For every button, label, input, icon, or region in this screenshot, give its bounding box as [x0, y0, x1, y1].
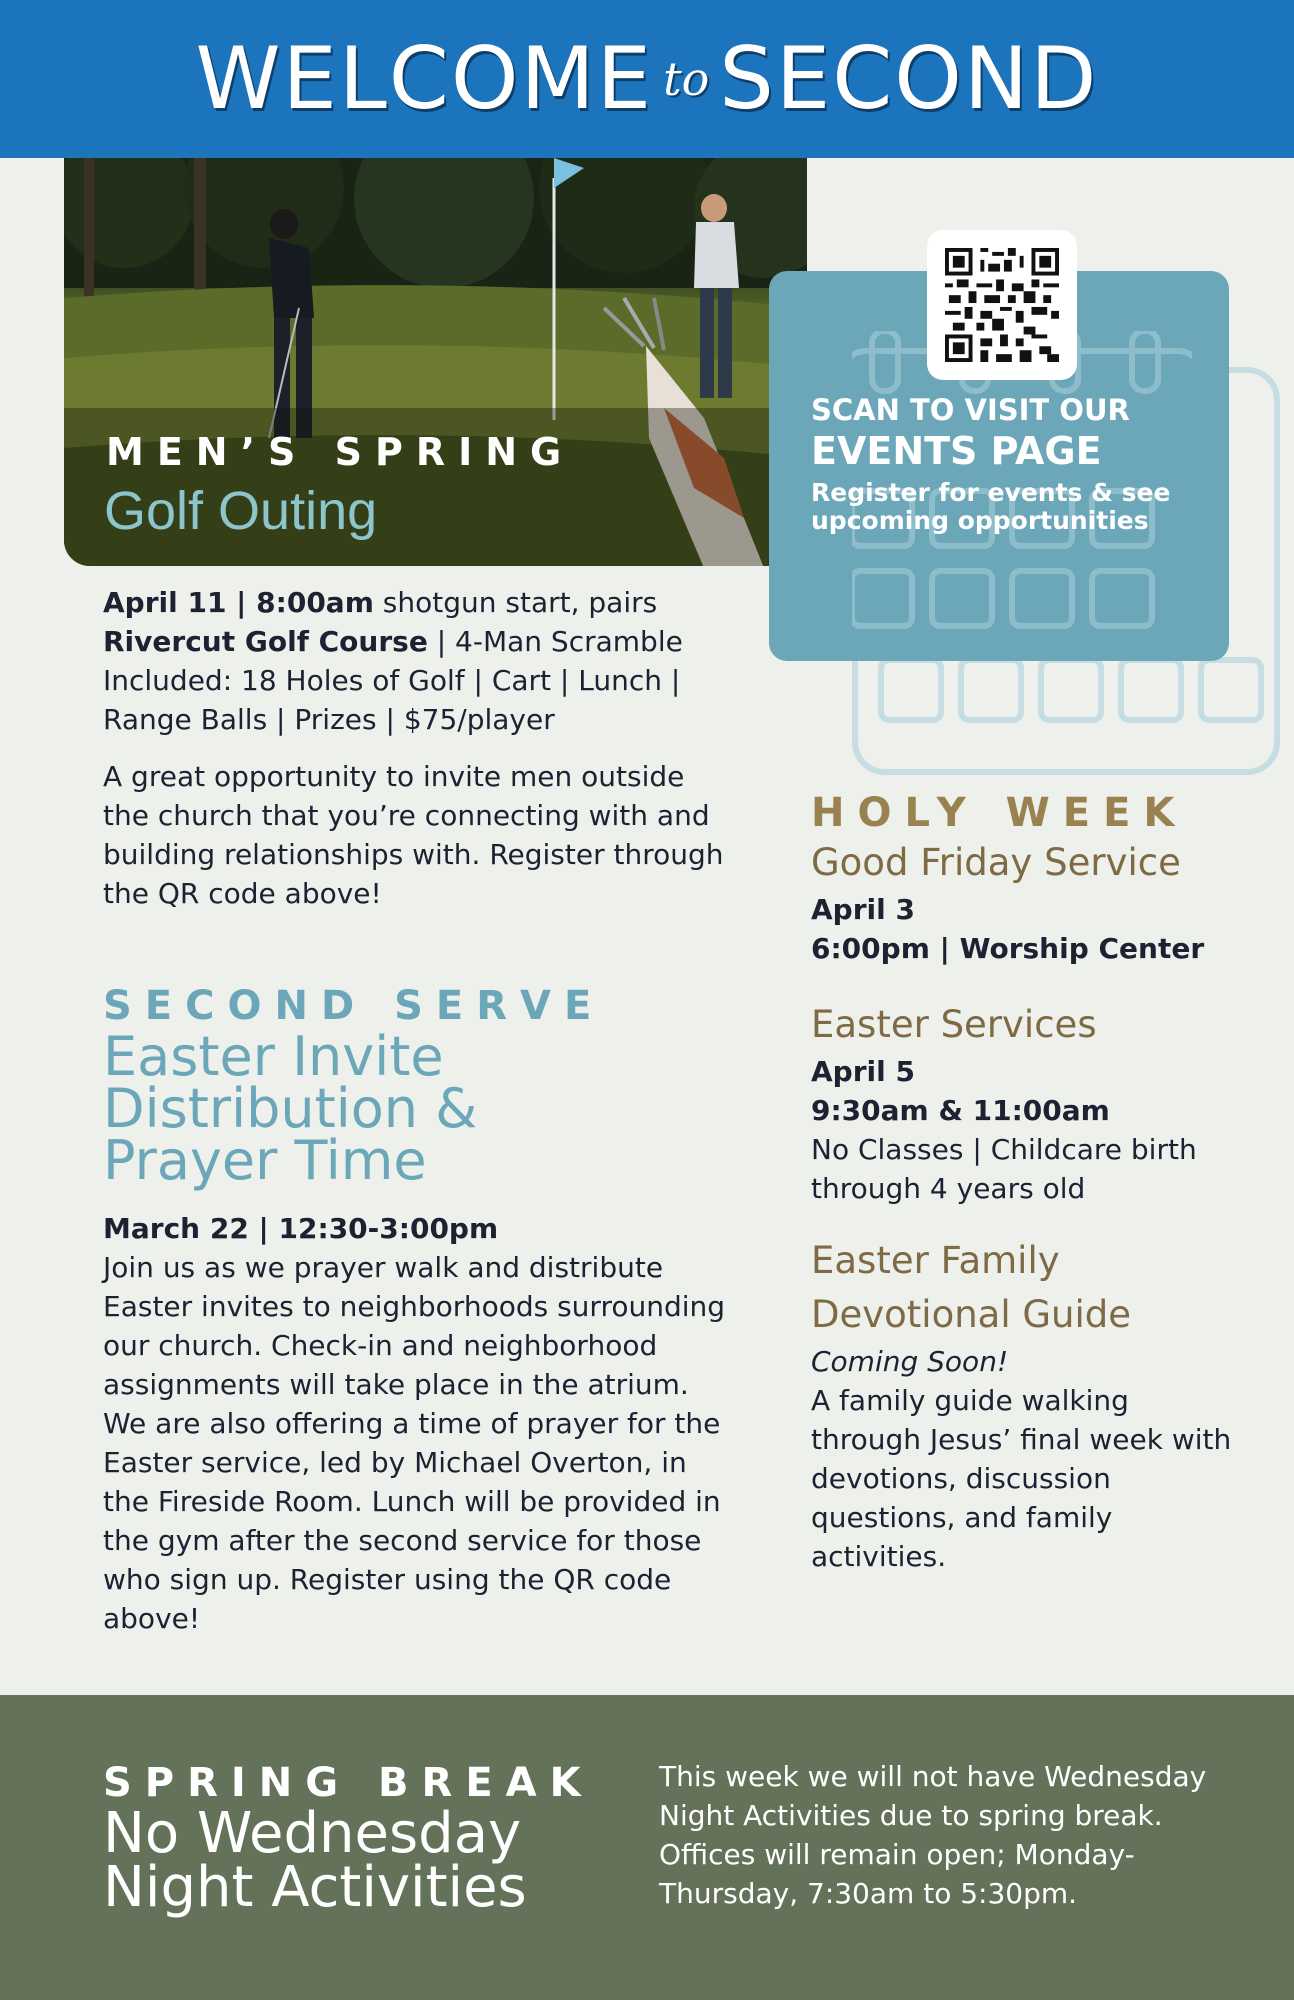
golf-date-time: April 11 | 8:00am [103, 586, 374, 619]
easter-times: 9:30am & 11:00am [811, 1094, 1110, 1127]
header-word-second: SECOND [719, 29, 1099, 129]
serve-kicker: SECOND SERVE [103, 983, 605, 1029]
serve-description: Join us as we prayer walk and distribute Easter invites to neighborhoods surrounding our church. Check-in and neighborhood assignments will take place in the atrium. We are also offering a time of prayer for the Easter service, led by Michael Overton, in the Fireside Room. Lunch will be provided in the gym after the second service for those who sign up. Register using the QR code above! [103, 1251, 726, 1635]
golf-line2 [103, 622, 733, 661]
golf-description: A great opportunity to invite men outside the church that you’re connecting with and building relationships with. Register through the QR code above! [103, 760, 724, 910]
header-word-to: to [663, 52, 710, 106]
guide-title-line1: Easter Family [811, 1239, 1060, 1282]
golf-course: Rivercut Golf Course [103, 625, 428, 658]
spring-break-description: This week we will not have Wednesday Night Activities due to spring break. Offices will remain open; Monday-Thursday, 7:30am to 5:30pm. [659, 1760, 1207, 1910]
holy-week-section [811, 790, 1241, 1576]
spring-break-title-line1: No Wednesday [103, 1801, 522, 1866]
serve-date: March 22 | 12:30-3:00pm [103, 1212, 499, 1245]
golf-kicker: MEN’S SPRING [106, 430, 575, 474]
easter-services-title: Easter Services [811, 1003, 1097, 1046]
guide-status: Coming Soon! [811, 1345, 1009, 1378]
golf-line1 [103, 583, 733, 622]
golf-title: Golf Outing [104, 481, 378, 541]
spring-break-title [103, 1801, 527, 1920]
easter-date: April 5 [811, 1055, 915, 1088]
golf-format: | 4-Man Scramble [427, 625, 683, 658]
qr-scan-label: SCAN TO VISIT OUR [811, 393, 1130, 427]
serve-title-line2: Distribution & [103, 1077, 478, 1140]
good-friday-title: Good Friday Service [811, 841, 1181, 884]
qr-text [811, 393, 1211, 535]
qr-register-label: Register for events & see upcoming opportunities [811, 478, 1171, 535]
golf-photo [64, 158, 807, 566]
serve-title-line3: Prayer Time [103, 1129, 427, 1192]
holy-week-kicker: HOLY WEEK [811, 790, 1188, 836]
easter-note: No Classes | Childcare birth through 4 years old [811, 1133, 1197, 1205]
serve-title-line1: Easter Invite [103, 1025, 444, 1088]
spring-break-kicker: SPRING BREAK [103, 1760, 594, 1806]
guide-description: A family guide walking through Jesus’ final week with devotions, discussion questions, and family activities. [811, 1384, 1232, 1573]
good-friday-date: April 3 [811, 893, 915, 926]
guide-title-line2: Devotional Guide [811, 1293, 1132, 1336]
qr-code-icon [945, 248, 1059, 362]
qr-code[interactable] [927, 230, 1077, 380]
page-header [0, 0, 1294, 158]
spring-break-footer [0, 1695, 1294, 2000]
spring-break-title-line2: Night Activities [103, 1855, 527, 1920]
qr-events-label: EVENTS PAGE [811, 429, 1102, 473]
second-serve-section [103, 983, 733, 1638]
good-friday-time: 6:00pm | Worship Center [811, 932, 1205, 965]
golf-start-info: shotgun start, pairs [373, 586, 658, 619]
header-word-welcome: WELCOME [195, 29, 654, 129]
golf-included: Included: 18 Holes of Golf | Cart | Lunch | Range Balls | Prizes | $75/player [103, 664, 681, 736]
golf-details [103, 583, 733, 913]
